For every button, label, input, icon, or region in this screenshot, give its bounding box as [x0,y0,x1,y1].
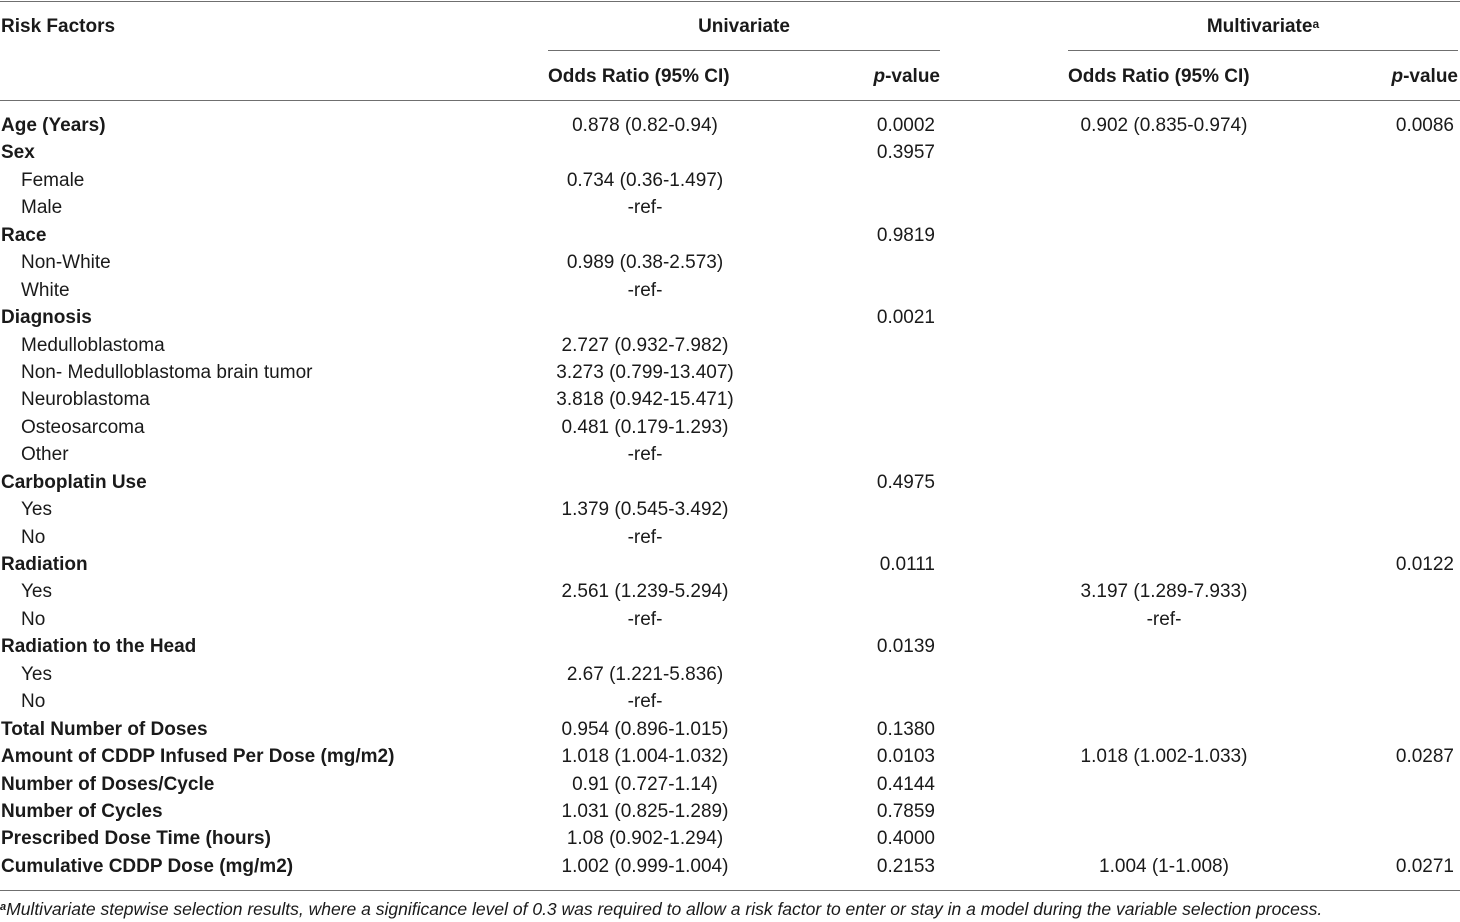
univariate-odds-ratio: 2.561 (1.239-5.294) [561,581,729,603]
univariate-odds-ratio: 1.002 (0.999-1.004) [561,855,729,877]
univariate-odds-ratio: 1.031 (0.825-1.289) [561,800,729,822]
table-row [0,496,1460,523]
multivariate-odds-ratio: -ref- [1146,608,1182,630]
row-label: Age (Years) [1,115,106,136]
table-row [0,716,1460,743]
row-label: Yes [21,581,52,603]
table-row [0,112,1460,139]
row-label: Sex [1,142,35,164]
header-univariate: Univariate [698,16,790,37]
header-uni-p-value [873,66,940,88]
table-row [0,606,1460,633]
univariate-odds-ratio: -ref- [627,197,663,219]
row-label: Other [21,444,69,466]
row-label: Yes [21,663,52,685]
univariate-p-value: 0.0139 [876,636,935,658]
header-risk-factors: Risk Factors [1,16,116,37]
row-label: No [21,526,46,548]
table-row [0,743,1460,770]
row-label: Non-White [21,252,111,274]
table-top-rule [0,1,1460,2]
table-row [0,249,1460,276]
header-uni-odds-ratio: Odds Ratio (95% CI) [548,66,730,87]
table-row [0,798,1460,825]
univariate-odds-ratio: 1.018 (1.004-1.032) [561,746,729,768]
table-row [0,222,1460,249]
table-row [0,304,1460,331]
multivariate-p-value: 0.0086 [1395,115,1454,136]
univariate-p-value: 0.1380 [876,718,935,740]
univariate-odds-ratio: 0.878 (0.82-0.94) [572,115,718,136]
univariate-odds-ratio: 0.91 (0.727-1.14) [572,773,718,795]
row-label: Prescribed Dose Time (hours) [1,828,271,850]
table-row [0,633,1460,660]
univariate-p-value: 0.4144 [876,773,935,795]
univariate-odds-ratio: 2.67 (1.221-5.836) [566,663,724,685]
multivariate-odds-ratio: 1.004 (1-1.008) [1099,855,1229,877]
table-row [0,139,1460,166]
univariate-odds-ratio: -ref- [627,691,663,713]
univariate-p-value: 0.0021 [876,307,935,329]
multivariate-odds-ratio: 3.197 (1.289-7.933) [1080,581,1248,603]
table-body [0,112,1460,880]
row-label: Radiation [1,554,88,575]
row-label: Amount of CDDP Infused Per Dose (mg/m2) [1,746,395,768]
row-label: Yes [21,499,52,521]
header-multivariate-footnote-mark: a [1312,17,1320,31]
header-uni-p-italic: p [873,66,886,87]
header-multi-p-value [1391,66,1458,88]
univariate-p-value: 0.3957 [876,142,935,164]
univariate-odds-ratio: 0.989 (0.38-2.573) [566,252,724,274]
header-multi-p-italic: p [1391,66,1404,87]
row-label: Number of Cycles [1,800,163,822]
row-label: Diagnosis [1,307,92,329]
footnote-mark: a [0,901,7,913]
row-label: Female [21,169,85,191]
multivariate-p-value: 0.0271 [1395,855,1454,877]
multivariate-p-value: 0.0287 [1395,746,1454,768]
table-row [0,771,1460,798]
multivariate-span-rule [1068,50,1458,51]
row-label: Cumulative CDDP Dose (mg/m2) [1,855,294,877]
univariate-p-value: 0.0103 [876,746,935,768]
univariate-odds-ratio: 3.273 (0.799-13.407) [556,361,734,383]
row-label: Carboplatin Use [1,471,147,493]
univariate-odds-ratio: 1.379 (0.545-3.492) [561,499,729,521]
univariate-odds-ratio: -ref- [627,608,663,630]
table-bottom-rule [0,890,1460,891]
univariate-p-value: 0.4000 [876,828,935,850]
univariate-p-value: 0.4975 [876,471,935,493]
table-row [0,441,1460,468]
header-multi-odds-ratio: Odds Ratio (95% CI) [1068,66,1250,87]
header-bottom-rule [0,100,1460,101]
row-label: Neuroblastoma [21,389,150,411]
univariate-odds-ratio: -ref- [627,279,663,301]
header-uni-p-suffix: -value [885,66,940,87]
row-label: No [21,608,46,630]
header-multi-p-suffix: -value [1403,66,1458,87]
header-multivariate-label: Multivariate [1206,16,1313,37]
table-footnote [0,898,1322,920]
univariate-odds-ratio: -ref- [627,444,663,466]
row-label: Medulloblastoma [21,334,165,356]
univariate-odds-ratio: 0.734 (0.36-1.497) [566,169,724,191]
univariate-odds-ratio: -ref- [627,526,663,548]
footnote-text: Multivariate stepwise selection results, where a significance level of 0.3 was required to allow a risk factor to enter or stay in a model during the variable selection process. [6,899,1323,919]
univariate-odds-ratio: 2.727 (0.932-7.982) [561,334,729,356]
table-row [0,332,1460,359]
table-row [0,825,1460,852]
table-row [0,194,1460,221]
row-label: Total Number of Doses [1,718,208,740]
table-row [0,524,1460,551]
univariate-p-value: 0.9819 [876,224,935,246]
table-row [0,414,1460,441]
table-row [0,469,1460,496]
row-label: Race [1,224,47,246]
row-label: White [21,279,70,301]
multivariate-odds-ratio: 0.902 (0.835-0.974) [1080,115,1248,136]
row-label: Male [21,197,63,219]
univariate-odds-ratio: 0.954 (0.896-1.015) [561,718,729,740]
table-row [0,167,1460,194]
univariate-p-value: 0.0002 [876,115,935,136]
table-row [0,661,1460,688]
row-label: Osteosarcoma [21,416,145,438]
row-label: No [21,691,46,713]
univariate-span-rule [548,50,940,51]
row-label: Radiation to the Head [1,636,197,658]
row-label: Number of Doses/Cycle [1,773,215,795]
univariate-odds-ratio: 0.481 (0.179-1.293) [561,416,729,438]
multivariate-p-value: 0.0122 [1395,554,1454,575]
univariate-p-value: 0.2153 [876,855,935,877]
univariate-odds-ratio: 1.08 (0.902-1.294) [566,828,724,850]
table-row [0,277,1460,304]
row-label: Non- Medulloblastoma brain tumor [21,361,313,383]
multivariate-odds-ratio: 1.018 (1.002-1.033) [1080,746,1248,768]
univariate-odds-ratio: 3.818 (0.942-15.471) [556,389,734,411]
table-row [0,578,1460,605]
table-row [0,551,1460,578]
table-row [0,386,1460,413]
table-row [0,853,1460,880]
univariate-p-value: 0.7859 [876,800,935,822]
table-row [0,359,1460,386]
table-row [0,688,1460,715]
header-multivariate [1068,16,1458,38]
univariate-p-value: 0.0111 [879,554,935,575]
